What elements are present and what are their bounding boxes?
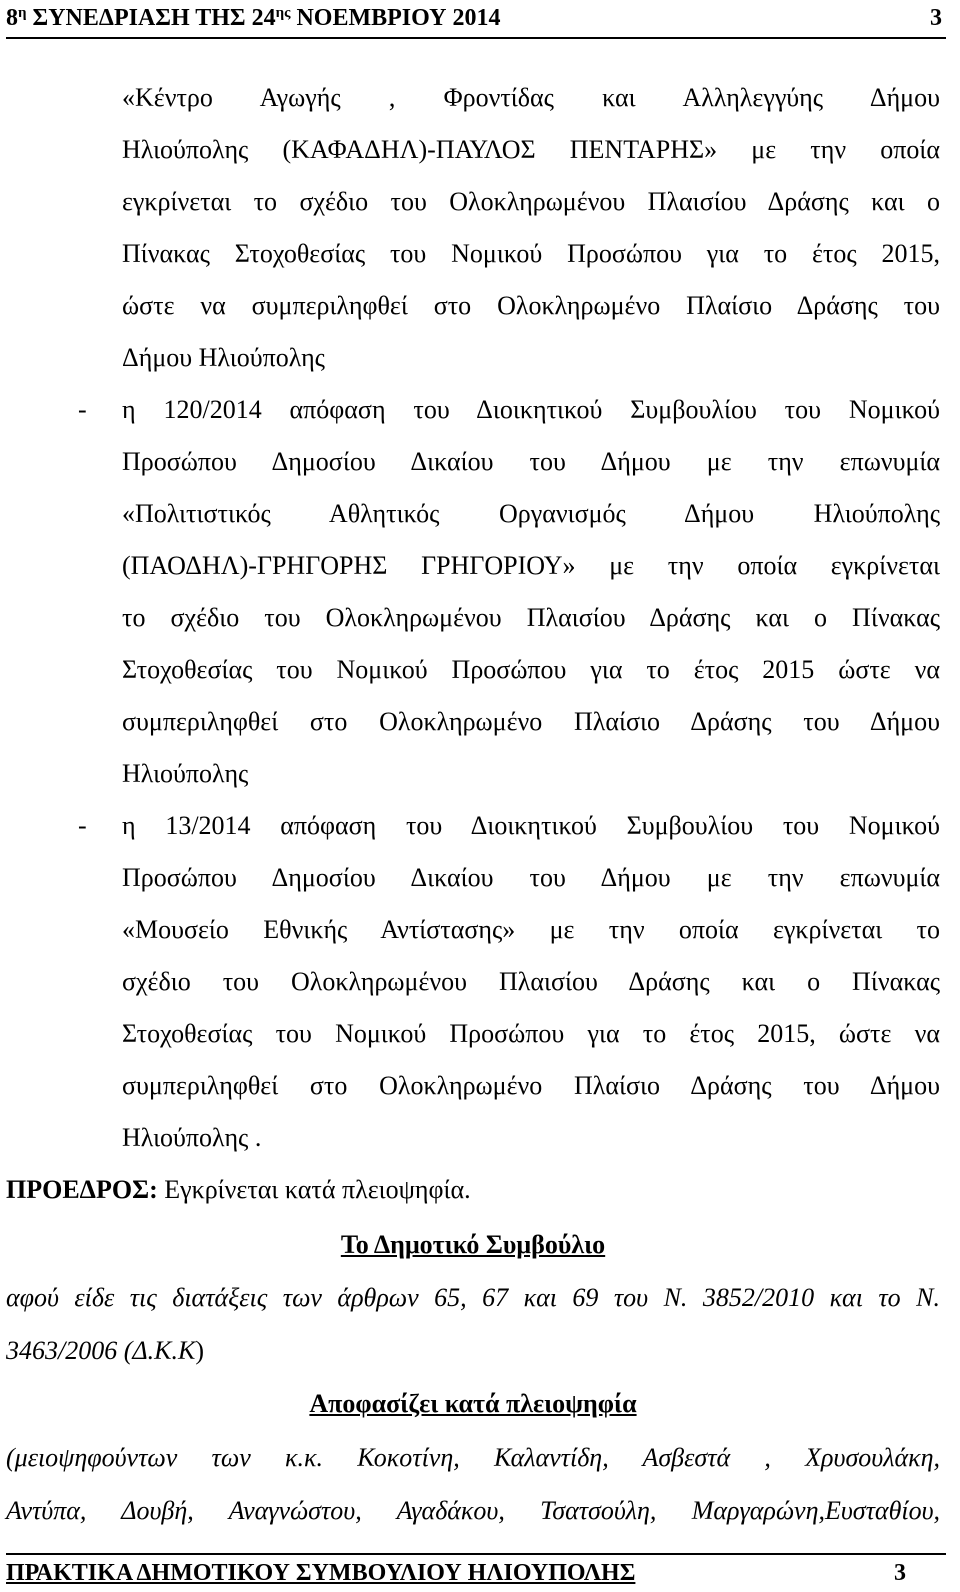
body-line: Ηλιούπολης .	[122, 1123, 262, 1152]
body-line: «Μουσείο Εθνικής Αντίστασης» με την οποία εγκρίνεται το	[122, 915, 940, 944]
body-line: σχέδιο του Ολοκληρωμένου Πλαισίου Δράσης και ο Πίνακας	[122, 967, 940, 996]
body-line: Πίνακας Στοχοθεσίας του Νομικού Προσώπου για το έτος 2015,	[122, 239, 940, 268]
session-number-suffix: η	[18, 5, 27, 21]
body-line: «Πολιτιστικός Αθλητικός Οργανισμός Δήμου Ηλιούπολης	[122, 499, 940, 528]
body-line: Προσώπου Δημοσίου Δικαίου του Δήμου με την επωνυμία	[122, 863, 940, 892]
body-line: η 120/2014 απόφαση του Διοικητικού Συμβουλίου του Νομικού	[122, 395, 940, 424]
president-statement	[6, 1172, 471, 1208]
considering-close: )	[195, 1336, 204, 1365]
body-line: η 13/2014 απόφαση του Διοικητικού Συμβουλίου του Νομικού	[122, 811, 940, 840]
body-line: Προσώπου Δημοσίου Δικαίου του Δήμου με την επωνυμία	[122, 447, 940, 476]
footer-divider	[6, 1553, 946, 1555]
body-line: (ΠΑΟΔΗΛ)-ΓΡΗΓΟΡΗΣ ΓΡΗΓΟΡΙΟΥ» με την οποία εγκρίνεται	[122, 551, 940, 580]
footer-title: ΠΡΑΚΤΙΚΑ ΔΗΜΟΤΙΚΟΥ ΣΥΜΒΟΥΛΙΟΥ ΗΛΙΟΥΠΟΛΗΣ	[6, 1560, 636, 1586]
list-bullet: -	[78, 395, 87, 424]
president-label: ΠΡΟΕΔΡΟΣ:	[6, 1175, 158, 1204]
header-page-number: 3	[930, 5, 942, 31]
considering-law: 3463/2006 (Δ.Κ.Κ	[6, 1336, 196, 1365]
minority-line: Αντύπα, Δουβή, Αναγνώστου, Αγαδάκου, Τσατσούλη, Μαργαρώνη,Ευσταθίου,	[6, 1496, 940, 1525]
body-line: Ηλιούπολης (ΚΑΦΑΔΗΛ)-ΠΑΥΛΟΣ ΠΕΝΤΑΡΗΣ» με την οποία	[122, 135, 940, 164]
president-text: Εγκρίνεται κατά πλειοψηφία.	[157, 1175, 471, 1204]
session-title: ΣΥΝΕΔΡΙΑΣΗ ΤΗΣ 24	[26, 5, 276, 31]
header-divider	[6, 37, 946, 39]
body-line: το σχέδιο του Ολοκληρωμένου Πλαισίου Δράσης και ο Πίνακας	[122, 603, 940, 632]
session-date: ΝΟΕΜΒΡΙΟΥ 2014	[290, 5, 501, 31]
decision-heading: Αποφασίζει κατά πλειοψηφία	[309, 1389, 637, 1418]
body-line: ώστε να συμπεριληφθεί στο Ολοκληρωμένο Πλαίσιο Δράσης του	[122, 291, 940, 320]
minority-line: (μειοψηφούντων των κ.κ. Κοκοτίνη, Καλαντίδη, Ασβεστά , Χρυσουλάκη,	[6, 1443, 940, 1472]
body-line: Στοχοθεσίας του Νομικού Προσώπου για το έτος 2015, ώστε να	[122, 1019, 940, 1048]
considering-line: αφού είδε τις διατάξεις των άρθρων 65, 67 και 69 του Ν. 3852/2010 και το Ν.	[6, 1283, 940, 1312]
page-header	[6, 4, 942, 32]
list-bullet: -	[78, 811, 87, 840]
considering-line-2	[6, 1333, 204, 1369]
council-heading: Το Δημοτικό Συμβούλιο	[340, 1230, 606, 1259]
body-line: εγκρίνεται το σχέδιο του Ολοκληρωμένου Πλαισίου Δράσης και ο	[122, 187, 940, 216]
session-number: 8	[6, 5, 18, 31]
body-line: συμπεριληφθεί στο Ολοκληρωμένο Πλαίσιο Δράσης του Δήμου	[122, 707, 940, 736]
body-line: Στοχοθεσίας του Νομικού Προσώπου για το έτος 2015 ώστε να	[122, 655, 940, 684]
date-suffix: ης	[275, 5, 291, 21]
page-footer	[6, 1556, 906, 1590]
body-line: συμπεριληφθεί στο Ολοκληρωμένο Πλαίσιο Δράσης του Δήμου	[122, 1071, 940, 1100]
footer-page-number: 3	[894, 1560, 906, 1586]
body-line: Ηλιούπολης	[122, 759, 249, 788]
body-line: «Κέντρο Αγωγής , Φροντίδας και Αλληλεγγύης Δήμου	[122, 83, 940, 112]
body-line: Δήμου Ηλιούπολης	[122, 343, 325, 372]
